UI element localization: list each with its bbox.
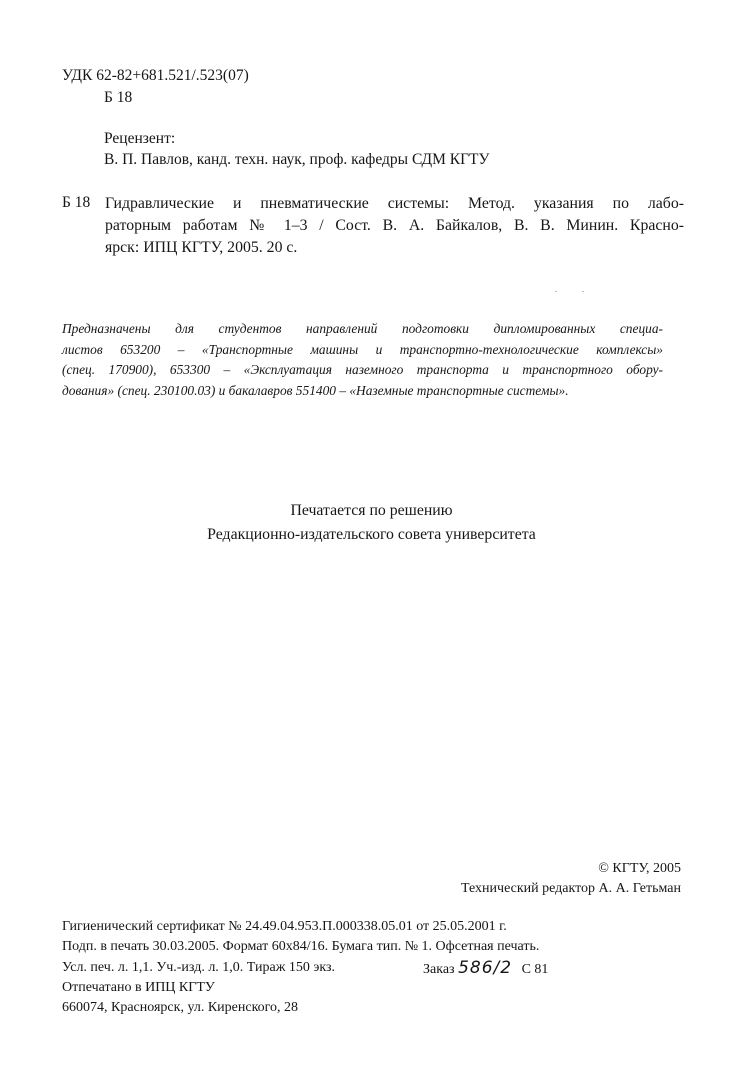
purpose-annotation — [62, 319, 663, 401]
purpose-line: дования» (спец. 230100.03) и бакалавров 551400 – «Наземные транспортные системы». — [62, 382, 569, 398]
order-number-handwritten: 586/2 — [458, 957, 513, 978]
bibliographic-description — [105, 193, 684, 259]
purpose-line: листов 653200 – «Транспортные машины и транспортно-технологические комплексы» — [62, 341, 663, 357]
reviewer-name: В. П. Павлов, канд. техн. наук, проф. кафедры СДМ КГТУ — [104, 151, 490, 168]
technical-editor: Технический редактор А. А. Гетьман — [461, 881, 681, 896]
order-block — [423, 958, 548, 980]
printer-address: 660074, Красноярск, ул. Киренского, 28 — [62, 1000, 299, 1016]
imprint-block — [62, 917, 682, 1018]
order-code: С 81 — [521, 961, 549, 977]
print-decision-line: Печатается по решению — [290, 502, 453, 519]
print-decision — [0, 499, 743, 547]
scan-speck — [555, 291, 557, 292]
purpose-line: Предназначены для студентов направлений подготовки дипломированных специа- — [62, 321, 663, 336]
reviewer-label: Рецензент: — [104, 130, 176, 147]
library-code: Б 18 — [104, 89, 133, 106]
print-info: Подп. в печать 30.03.2005. Формат 60х84/16. Бумага тип. № 1. Офсетная печать. — [62, 939, 540, 955]
purpose-line: (спец. 170900), 653300 – «Эксплуатация наземного транспорта и транспортного обору- — [62, 362, 663, 377]
printed-at: Отпечатано в ИПЦ КГТУ — [62, 979, 215, 995]
scan-speck — [582, 291, 584, 292]
udc-code: УДК 62-82+681.521/.523(07) — [62, 67, 249, 84]
order-label: Заказ — [423, 961, 455, 977]
bibliographic-line: раторным работам № 1–3 / Сост. В. А. Байкалов, В. В. Минин. Красно- — [105, 217, 684, 234]
bibliographic-line: Гидравлические и пневматические системы: Метод. указания по лабо- — [105, 195, 684, 212]
bibliographic-code: Б 18 — [62, 194, 91, 211]
sheets-and-run: Усл. печ. л. 1,1. Уч.-изд. л. 1,0. Тираж 150 экз. — [62, 959, 336, 975]
sheets-and-run-line — [62, 958, 682, 978]
copyright-notice: © КГТУ, 2005 — [598, 861, 681, 876]
bibliographic-line: ярск: ИПЦ КГТУ, 2005. 20 с. — [105, 239, 298, 256]
hygiene-certificate: Гигиенический сертификат № 24.49.04.953.П.000338.05.01 от 25.05.2001 г. — [62, 919, 507, 934]
print-decision-line: Редакционно-издательского совета университета — [207, 526, 536, 543]
